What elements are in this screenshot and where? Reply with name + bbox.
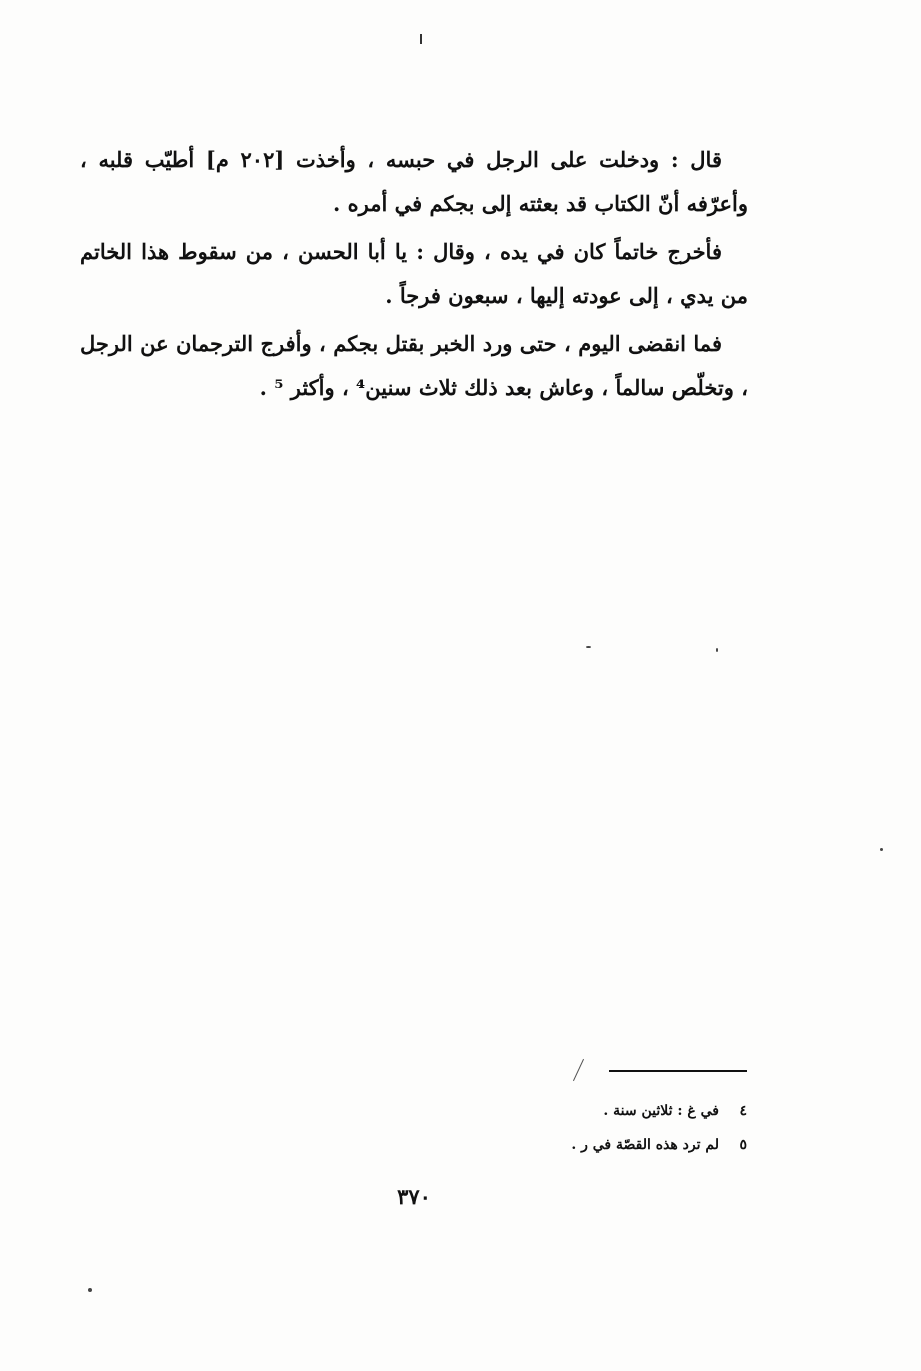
- page-number: ٣٧٠: [397, 1184, 431, 1209]
- footnote-item: [507, 1128, 747, 1162]
- scan-speck: [880, 848, 883, 851]
- paragraph-1: قال : ودخلت على الرجل في حبسه ، وأخذت [٢٠٢ م] أطيّب قلبه ، وأعرّفه أنّ الكتاب قد بعثته إلى بجكم في أمره .: [80, 147, 748, 216]
- footnote-number: ٥: [739, 1137, 747, 1153]
- scan-speck: [88, 1288, 92, 1292]
- main-text: [80, 138, 748, 414]
- scan-speck: [586, 646, 591, 648]
- paragraph-2: فأخرج خاتماً كان في يده ، وقال : يا أبا الحسن ، من سقوط هذا الخاتم من يدي ، إلى عودته إليها ، سبعون فرجاً .: [80, 239, 748, 308]
- scan-speck: [716, 648, 718, 652]
- paragraph-3: فما انقضى اليوم ، حتى ورد الخبر بقتل بجكم ، وأفرج الترجمان عن الرجل ، وتخلّص سالماً ، وعاش بعد ذلك ثلاث سنين⁴ ، وأكثر ⁵ .: [80, 331, 748, 400]
- top-speck: [420, 34, 422, 44]
- footnote-text: لم ترد هذه القصّة في ر .: [571, 1137, 719, 1153]
- footnotes: [507, 1070, 747, 1162]
- footnote-item: [507, 1094, 747, 1128]
- footnote-rule: [609, 1070, 747, 1072]
- footnote-number: ٤: [739, 1103, 747, 1119]
- footnote-text: في غ : ثلاثين سنة .: [603, 1103, 719, 1119]
